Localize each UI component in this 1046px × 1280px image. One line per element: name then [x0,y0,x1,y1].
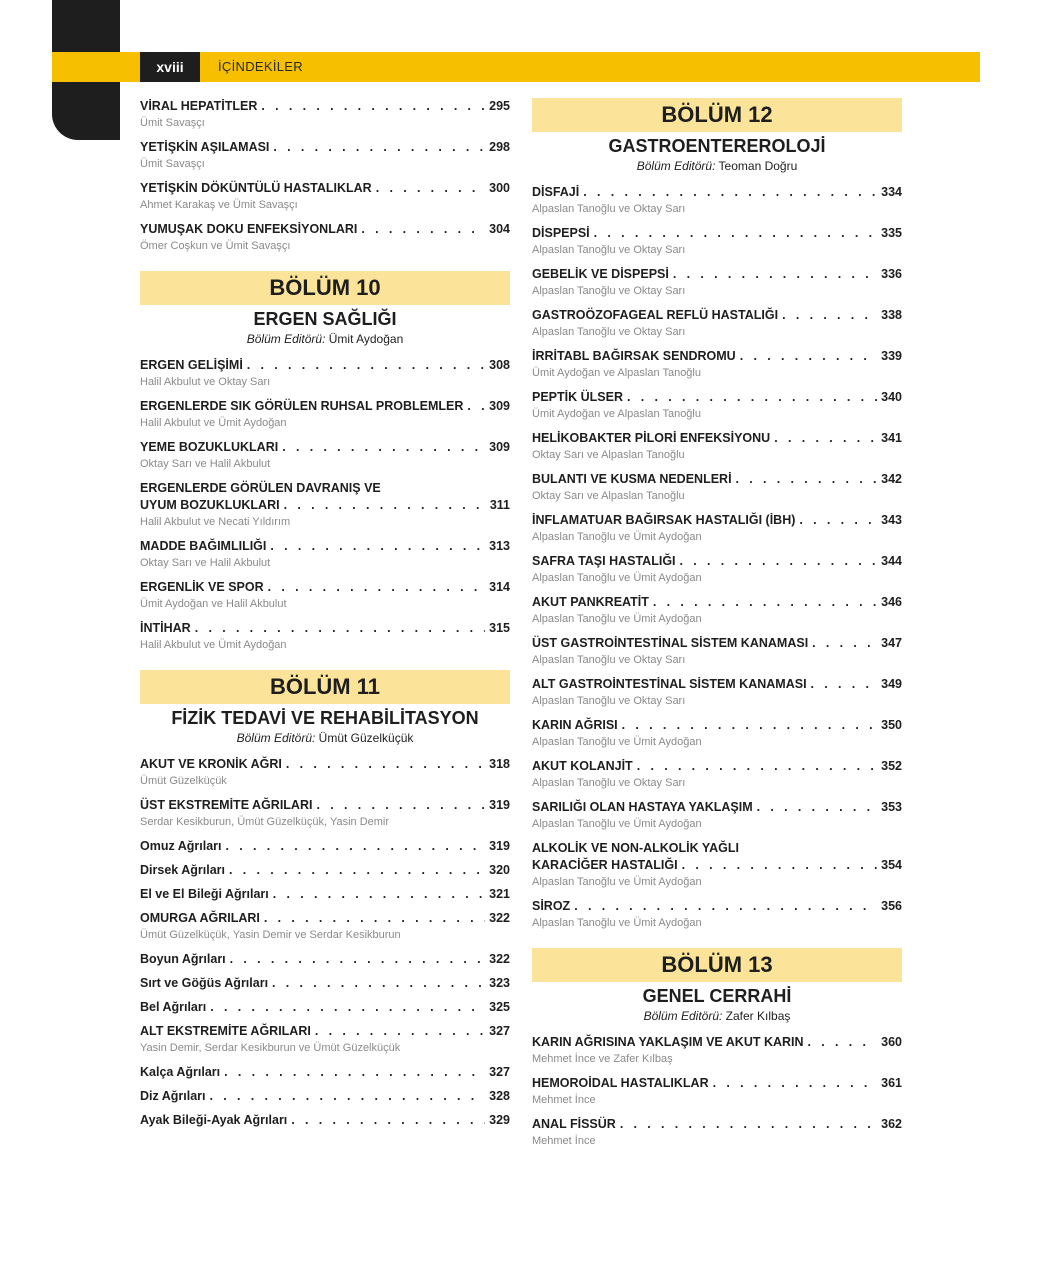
toc-entry-title: İNTİHAR [140,621,191,635]
toc-page-number: 309 [489,399,510,413]
toc-entry-line [140,398,510,415]
toc-entry[interactable] [532,898,902,932]
toc-entry[interactable] [532,225,902,259]
chapter-editor-label: Bölüm Editörü: [643,1009,723,1023]
toc-entry-line [532,225,902,242]
toc-entry[interactable] [532,594,902,628]
toc-entry-line [532,348,902,365]
toc-page-number: 328 [489,1089,510,1103]
chapter-editor-label: Bölüm Editörü: [636,159,716,173]
toc-page-number: 300 [489,181,510,195]
toc-entry[interactable] [532,553,902,587]
toc-entry-authors: Serdar Kesikburun, Ümüt Güzelküçük, Yasin Demir [140,816,390,828]
toc-entry[interactable] [140,862,510,879]
dot-leader [195,620,485,637]
dot-leader [812,635,877,652]
toc-entry[interactable] [140,756,510,790]
toc-page-number: 347 [881,636,902,650]
toc-entry[interactable] [140,139,510,173]
toc-page-number: 308 [489,358,510,372]
toc-entry-title: AKUT VE KRONİK AĞRI [140,757,282,771]
toc-page-number: 336 [881,267,902,281]
toc-page-number: 322 [489,952,510,966]
toc-entry[interactable] [140,838,510,855]
chapter-editor-name: Teoman Doğru [718,159,798,173]
toc-entry-authors: Ümit Savaşçı [140,117,205,129]
toc-page-number: 319 [489,839,510,853]
dot-leader [247,357,485,374]
toc-entry-authors: Halil Akbulut ve Oktay Sarı [140,376,271,388]
toc-entry-title: ERGEN GELİŞİMİ [140,358,243,372]
toc-entry-authors: Ümit Aydoğan ve Alpaslan Tanoğlu [532,408,701,420]
toc-page-number: 320 [489,863,510,877]
toc-entry-title: AKUT KOLANJİT [532,759,633,773]
toc-page-number: 340 [881,390,902,404]
chapter-label: BÖLÜM 10 [140,271,510,305]
dot-leader [583,184,877,201]
chapter-editor-name: Ümit Aydoğan [328,332,404,346]
toc-entry-authors: Mehmet İnce ve Zafer Kılbaş [532,1053,673,1065]
dot-leader [811,676,878,693]
dot-leader [226,838,486,855]
toc-entry[interactable] [532,799,902,833]
toc-entry-line [532,635,902,652]
toc-entry[interactable] [140,951,510,968]
toc-entry-line [532,471,902,488]
chapter-editor [532,158,902,174]
toc-entry-line [532,594,902,611]
dot-leader [594,225,877,242]
toc-entry-authors: Halil Akbulut ve Necati Yıldırım [140,516,291,528]
toc-page-number: 315 [489,621,510,635]
toc-entry-authors: Ümüt Güzelküçük, Yasin Demir ve Serdar Kesikburun [140,929,401,941]
toc-entry-line [140,756,510,773]
chapter-title: ERGEN SAĞLIĞI [253,309,397,329]
dot-leader [315,1023,485,1040]
toc-entry-title: HEMOROİDAL HASTALIKLAR [532,1076,709,1090]
toc-entry-authors: Halil Akbulut ve Ümit Aydoğan [140,417,287,429]
toc-entry-title: KARACİĞER HASTALIĞI [532,858,678,872]
toc-entry[interactable] [140,975,510,992]
toc-entry[interactable] [140,620,510,654]
toc-entry-title: SAFRA TAŞI HASTALIĞI [532,554,676,568]
toc-entry-authors: Alpaslan Tanoğlu ve Oktay Sarı [532,244,686,256]
toc-page-number: 335 [881,226,902,240]
dot-leader [637,758,877,775]
toc-entry-authors: Alpaslan Tanoğlu ve Ümit Aydoğan [532,917,702,929]
toc-entry-authors: Ümüt Güzelküçük [140,775,227,787]
toc-entry-line [532,266,902,283]
toc-entry-title: Sırt ve Göğüs Ağrıları [140,976,269,990]
toc-entry-title: Dirsek Ağrıları [140,863,225,877]
toc-page-number: 338 [881,308,902,322]
toc-page-number: 346 [881,595,902,609]
toc-entry-title: Boyun Ağrıları [140,952,226,966]
toc-entry-line [532,898,902,915]
toc-entry-title-line: ERGENLERDE GÖRÜLEN DAVRANIŞ VE [140,481,381,495]
toc-entry[interactable] [140,886,510,903]
toc-entry-line [532,553,902,570]
dot-leader [574,898,877,915]
dot-leader [799,512,877,529]
toc-entry-title: Kalça Ağrıları [140,1065,221,1079]
dot-leader [673,266,877,283]
toc-entry-authors: Ömer Coşkun ve Ümit Savaşçı [140,240,291,252]
chapter-editor-name: Zafer Kılbaş [725,1009,791,1023]
dot-leader [627,389,877,406]
dot-leader [757,799,878,816]
toc-entry-title: ALT EKSTREMİTE AĞRILARI [140,1024,311,1038]
toc-entry-title: ÜST EKSTREMİTE AĞRILARI [140,798,313,812]
toc-entry[interactable] [140,797,510,831]
dot-leader [740,348,877,365]
toc-entry-line [532,307,902,324]
toc-page-number: 343 [881,513,902,527]
toc-entry-title: BULANTI VE KUSMA NEDENLERİ [532,472,732,486]
toc-entry-title: SARILIĞI OLAN HASTAYA YAKLAŞIM [532,800,753,814]
toc-entry[interactable] [140,398,510,432]
toc-page-number: 339 [881,349,902,363]
toc-entry[interactable] [140,439,510,473]
dot-leader [282,439,485,456]
dot-leader [273,139,485,156]
toc-entry-line [140,1088,510,1105]
dot-leader [229,862,485,879]
toc-page-number: 325 [489,1000,510,1014]
toc-entry-title: KARIN AĞRISI [532,718,618,732]
toc-page-number: 327 [489,1065,510,1079]
toc-page-number: 318 [489,757,510,771]
dot-leader [284,497,486,514]
toc-entry[interactable] [140,910,510,944]
toc-entry-line [140,862,510,879]
toc-entry-line [532,1116,902,1133]
toc-entry-line [532,857,902,874]
dot-leader [316,797,485,814]
toc-entry[interactable] [532,389,902,423]
toc-page-number: 323 [489,976,510,990]
toc-entry-line [140,838,510,855]
toc-entry-title: Omuz Ağrıları [140,839,222,853]
chapter-title: GENEL CERRAHİ [642,986,792,1006]
dot-leader [270,538,485,555]
toc-entry-title: ÜST GASTROİNTESTİNAL SİSTEM KANAMASI [532,636,809,650]
toc-entry-line [140,538,510,555]
toc-entry-line [140,975,510,992]
toc-entry-line [140,1064,510,1081]
toc-entry-authors: Mehmet İnce [532,1094,596,1106]
toc-entry-line [140,357,510,374]
toc-page-number: 314 [489,580,510,594]
toc-page-number: 354 [881,858,902,872]
toc-entry-title: Bel Ağrıları [140,1000,207,1014]
dot-leader [782,307,877,324]
toc-entry-line [532,184,902,201]
toc-page-number: 353 [881,800,902,814]
toc-entry-title: PEPTİK ÜLSER [532,390,623,404]
toc-entry[interactable] [140,480,510,531]
chapter-editor-label: Bölüm Editörü: [236,731,316,745]
toc-page-number: 349 [881,677,902,691]
toc-entry-line [140,999,510,1016]
toc-entry-title: İRRİTABL BAĞIRSAK SENDROMU [532,349,736,363]
dot-leader [376,180,485,197]
toc-page-number: 362 [881,1117,902,1131]
toc-entry-line [140,620,510,637]
dot-leader [291,1112,485,1129]
dot-leader [230,951,485,968]
toc-entry-title: ERGENLİK VE SPOR [140,580,264,594]
toc-entry-line [532,758,902,775]
chapter-title: GASTROENTEREROLOJİ [608,136,826,156]
toc-entry-authors: Ahmet Karakaş ve Ümit Savaşçı [140,199,298,211]
dot-leader [622,717,877,734]
toc-entry[interactable] [532,266,902,300]
toc-entry[interactable] [532,184,902,218]
dot-leader [210,1088,486,1105]
toc-entry-title: GASTROÖZOFAGEAL REFLÜ HASTALIĞI [532,308,779,322]
chapter-editor [140,331,510,347]
toc-entry[interactable] [140,999,510,1016]
dot-leader [736,471,878,488]
toc-entry-line [140,797,510,814]
toc-entry-line [532,676,902,693]
toc-entry-line [532,1034,902,1051]
toc-entry-authors: Oktay Sarı ve Alpaslan Tanoğlu [532,449,685,461]
dot-leader [467,398,485,415]
toc-page-number: 295 [489,99,510,113]
toc-page-number: 298 [489,140,510,154]
toc-entry-line [140,439,510,456]
toc-page-number: 329 [489,1113,510,1127]
toc-entry[interactable] [532,676,902,710]
toc-entry-line [140,579,510,596]
toc-entry[interactable] [532,1116,902,1150]
toc-entry[interactable] [532,635,902,669]
toc-entry[interactable] [140,357,510,391]
chapter-heading [140,670,510,746]
page-number: xviii [140,52,200,82]
dot-leader [713,1075,878,1092]
toc-page-number: 327 [489,1024,510,1038]
toc-entry-authors: Alpaslan Tanoğlu ve Oktay Sarı [532,654,686,666]
toc-page-number: 311 [489,498,510,512]
toc-entry-authors: Alpaslan Tanoğlu ve Ümit Aydoğan [532,572,702,584]
toc-entry-line [140,497,510,514]
toc-entry-authors: Alpaslan Tanoğlu ve Ümit Aydoğan [532,613,702,625]
running-header-title: İÇİNDEKİLER [218,59,303,74]
toc-entry-authors: Ümit Aydoğan ve Halil Akbulut [140,598,287,610]
toc-entry[interactable] [532,840,902,891]
toc-entry-line [140,951,510,968]
toc-page-number: 356 [881,899,902,913]
toc-page-number: 344 [881,554,902,568]
dot-leader [653,594,877,611]
dot-leader [272,975,485,992]
toc-entry-line [532,1075,902,1092]
toc-column-left [140,98,510,1136]
toc-entry-title: KARIN AĞRISINA YAKLAŞIM VE AKUT KARIN [532,1035,804,1049]
chapter-editor-name: Ümüt Güzelküçük [318,731,414,745]
toc-entry-line [532,389,902,406]
toc-entry[interactable] [140,1088,510,1105]
toc-entry-line [140,180,510,197]
toc-page-number: 319 [489,798,510,812]
chapter-heading [532,98,902,174]
toc-entry-authors: Halil Akbulut ve Ümit Aydoğan [140,639,287,651]
toc-entry-title: MADDE BAĞIMLILIĞI [140,539,267,553]
chapter-editor [140,730,510,746]
toc-entry-title: Diz Ağrıları [140,1089,206,1103]
toc-entry-authors: Alpaslan Tanoğlu ve Oktay Sarı [532,695,686,707]
toc-entry[interactable] [140,579,510,613]
toc-entry[interactable] [532,758,902,792]
toc-entry-title: ANAL FİSSÜR [532,1117,616,1131]
dot-leader [273,886,485,903]
toc-entry-authors: Oktay Sarı ve Alpaslan Tanoğlu [532,490,685,502]
toc-entry-line [140,221,510,238]
toc-entry-authors: Ümit Savaşçı [140,158,205,170]
chapter-editor-label: Bölüm Editörü: [246,332,326,346]
toc-entry-line [140,886,510,903]
toc-entry[interactable] [532,348,902,382]
toc-entry-authors: Alpaslan Tanoğlu ve Ümit Aydoğan [532,736,702,748]
toc-entry-title: El ve El Bileği Ağrıları [140,887,269,901]
toc-entry-title-line: ALKOLİK VE NON-ALKOLİK YAĞLI [532,841,739,855]
toc-entry-authors: Alpaslan Tanoğlu ve Ümit Aydoğan [532,876,702,888]
toc-entry[interactable] [532,430,902,464]
toc-page-number: 304 [489,222,510,236]
dot-leader [774,430,877,447]
toc-entry-authors: Alpaslan Tanoğlu ve Oktay Sarı [532,203,686,215]
toc-entry-line [140,139,510,156]
toc-entry-line [140,910,510,927]
toc-entry-title: ALT GASTROİNTESTİNAL SİSTEM KANAMASI [532,677,807,691]
dot-leader [210,999,485,1016]
toc-page-number: 341 [881,431,902,445]
toc-entry-authors: Oktay Sarı ve Halil Akbulut [140,458,271,470]
toc-entry-line [140,98,510,115]
toc-entry-title: OMURGA AĞRILARI [140,911,260,925]
toc-entry-title: SİROZ [532,899,571,913]
toc-page-number: 360 [881,1035,902,1049]
toc-entry-title: VİRAL HEPATİTLER [140,99,258,113]
toc-page-number: 313 [489,539,510,553]
dot-leader [224,1064,485,1081]
dot-leader [680,553,878,570]
toc-entry-title: YEME BOZUKLUKLARI [140,440,279,454]
toc-entry-authors: Yasin Demir, Serdar Kesikburun ve Ümüt Güzelküçük [140,1042,401,1054]
toc-entry-authors: Alpaslan Tanoğlu ve Oktay Sarı [532,326,686,338]
toc-entry-title: İNFLAMATUAR BAĞIRSAK HASTALIĞI (İBH) [532,513,796,527]
toc-page-number: 352 [881,759,902,773]
toc-entry[interactable] [532,1075,902,1109]
toc-entry-authors: Oktay Sarı ve Halil Akbulut [140,557,271,569]
toc-entry-title: DİSPEPSİ [532,226,590,240]
toc-entry[interactable] [140,221,510,255]
chapter-label: BÖLÜM 12 [532,98,902,132]
dot-leader [268,579,486,596]
toc-entry-title: HELİKOBAKTER PİLORİ ENFEKSİYONU [532,431,771,445]
toc-entry[interactable] [532,471,902,505]
chapter-title: FİZİK TEDAVİ VE REHABİLİTASYON [171,708,479,728]
toc-page-number: 350 [881,718,902,732]
toc-page-number: 309 [489,440,510,454]
chapter-label: BÖLÜM 11 [140,670,510,704]
toc-entry[interactable] [532,1034,902,1068]
toc-entry[interactable] [532,307,902,341]
toc-entry-title: GEBELİK VE DİSPEPSİ [532,267,669,281]
toc-entry-line [140,1023,510,1040]
chapter-editor [532,1008,902,1024]
toc-page-number: 361 [881,1076,902,1090]
toc-entry-title: YETİŞKİN DÖKÜNTÜLÜ HASTALIKLAR [140,181,372,195]
dot-leader [620,1116,877,1133]
toc-column-right [532,98,902,1157]
chapter-heading [140,271,510,347]
toc-entry-title: UYUM BOZUKLUKLARI [140,498,280,512]
dot-leader [264,910,485,927]
toc-entry-line [532,717,902,734]
toc-entry[interactable] [532,717,902,751]
toc-entry-title: YETİŞKİN AŞILAMASI [140,140,270,154]
chapter-label: BÖLÜM 13 [532,948,902,982]
toc-page-number: 334 [881,185,902,199]
toc-entry-line [140,1112,510,1129]
toc-entry[interactable] [140,1064,510,1081]
toc-page-number: 322 [489,911,510,925]
dot-leader [682,857,878,874]
toc-entry-title: AKUT PANKREATİT [532,595,649,609]
toc-page-number: 321 [489,887,510,901]
dot-leader [808,1034,878,1051]
toc-entry[interactable] [140,98,510,132]
toc-entry-authors: Alpaslan Tanoğlu ve Oktay Sarı [532,777,686,789]
toc-entry[interactable] [140,1112,510,1129]
toc-entry-authors: Alpaslan Tanoğlu ve Ümit Aydoğan [532,531,702,543]
toc-entry[interactable] [532,512,902,546]
toc-entry-authors: Alpaslan Tanoğlu ve Oktay Sarı [532,285,686,297]
toc-page-number: 342 [881,472,902,486]
toc-entry-title: YUMUŞAK DOKU ENFEKSİYONLARI [140,222,358,236]
toc-entry[interactable] [140,180,510,214]
dot-leader [261,98,485,115]
dot-leader [361,221,485,238]
toc-entry-line [532,799,902,816]
toc-entry-authors: Mehmet İnce [532,1135,596,1147]
toc-entry-title: ERGENLERDE SIK GÖRÜLEN RUHSAL PROBLEMLER [140,399,464,413]
toc-entry-line [532,512,902,529]
toc-entry-authors: Alpaslan Tanoğlu ve Ümit Aydoğan [532,818,702,830]
toc-entry-line [532,430,902,447]
toc-entry[interactable] [140,1023,510,1057]
toc-entry-title: DİSFAJİ [532,185,580,199]
dot-leader [286,756,485,773]
toc-entry-authors: Ümit Aydoğan ve Alpaslan Tanoğlu [532,367,701,379]
toc-entry[interactable] [140,538,510,572]
chapter-heading [532,948,902,1024]
toc-entry-title: Ayak Bileği-Ayak Ağrıları [140,1113,288,1127]
